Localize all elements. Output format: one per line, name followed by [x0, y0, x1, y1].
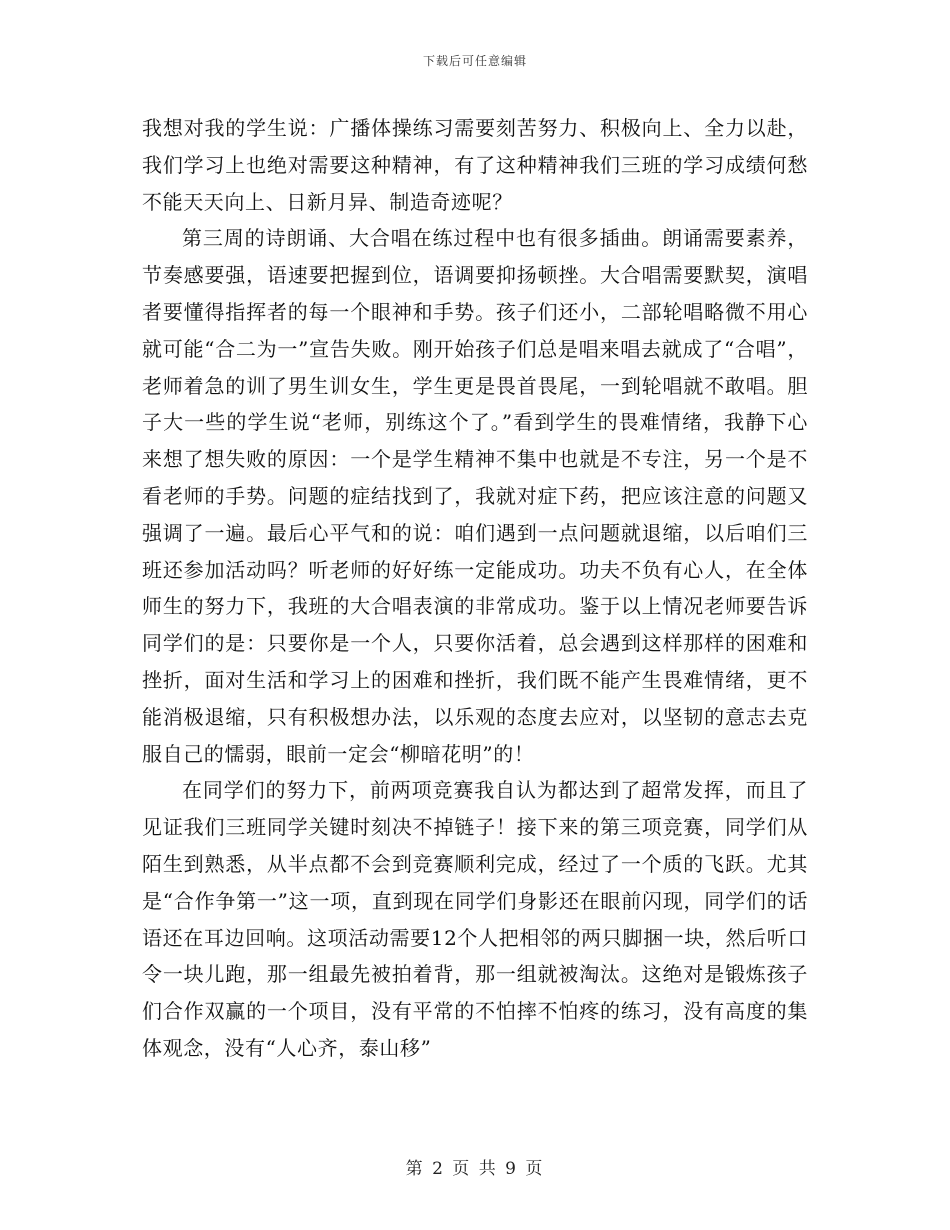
paragraph-1: 我想对我的学生说：广播体操练习需要刻苦努力、积极向上、全力以赴，我们学习上也绝对需要这种精神，有了这种精神我们三班的学习成绩何愁不能天天向上、日新月异、制造奇迹呢？ — [142, 116, 808, 214]
page-header: 下载后可任意编辑 — [422, 54, 527, 68]
page-number: 第 2 页 共 9 页 — [405, 1159, 545, 1179]
paragraph-2: 第三周的诗朗诵、大合唱在练过程中也有很多插曲。朗诵需要素养，节奏感要强，语速要把握到位，语调要抑扬顿挫。大合唱需要默契，演唱者要懂得指挥者的每一个眼神和手势。孩子们还小，二部轮唱略微不用心就可能“合二为一”宣告失败。刚开始孩子们总是唱来唱去就成了“合唱”，老师着急的训了男生训女生，学生更是畏首畏尾，一到轮唱就不敢唱。胆子大一些的学生说“老师，别练这个了。”看到学生的畏难情绪，我静下心来想了想失败的原因：一个是学生精神不集中也就是不专注，另一个是不看老师的手势。问题的症结找到了，我就对症下药，把应该注意的问题又强调了一遍。最后心平气和的说：咱们遇到一点问题就退缩，以后咱们三班还参加活动吗？听老师的好好练一定能成功。功夫不负有心人，在全体师生的努力下，我班的大合唱表演的非常成功。鉴于以上情况老师要告诉同学们的是：只要你是一个人，只要你活着，总会遇到这样那样的困难和挫折，面对生活和学习上的困难和挫折，我们既不能产生畏难情绪，更不能消极退缩，只有积极想办法，以乐观的态度去应对，以坚韧的意志去克服自己的懦弱，眼前一定会“柳暗花明”的！ — [142, 226, 808, 766]
paragraph-3: 在同学们的努力下，前两项竞赛我自认为都达到了超常发挥，而且了见证我们三班同学关键时刻决不掉链子！接下来的第三项竞赛，同学们从陌生到熟悉，从半点都不会到竞赛顺利完成，经过了一个质的飞跃。尤其是“合作争第一”这一项，直到现在同学们身影还在眼前闪现，同学们的话语还在耳边回响。这项活动需要12个人把相邻的两只脚捆一块，然后听口令一块儿跑，那一组最先被拍着背，那一组就被淘汰。这绝对是锻炼孩子们合作双赢的一个项目，没有平常的不怕摔不怕疼的练习，没有高度的集体观念，没有“人心齐，泰山移” — [142, 778, 808, 1060]
body-text — [142, 110, 808, 1067]
